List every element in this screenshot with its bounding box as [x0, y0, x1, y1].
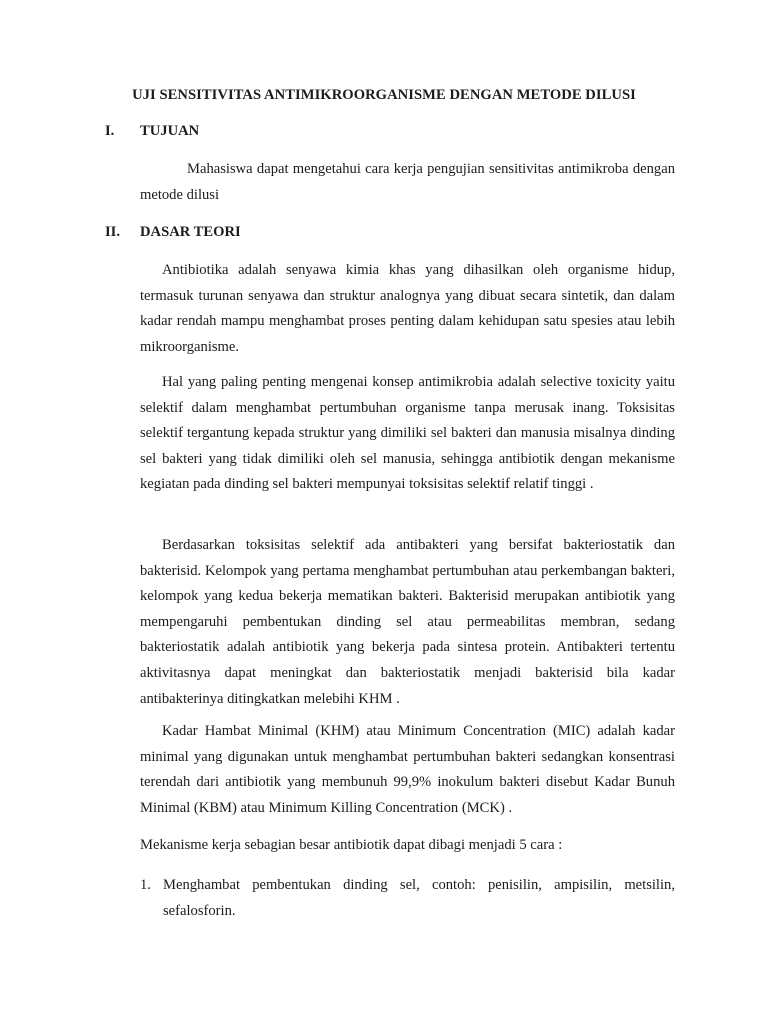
mechanism-list	[140, 873, 675, 924]
document-title: UJI SENSITIVITAS ANTIMIKROORGANISME DENGAN METODE DILUSI	[132, 87, 636, 103]
body-paragraph: Kadar Hambat Minimal (KHM) atau Minimum Concentration (MIC) adalah kadar minimal yang digunakan untuk menghambat pertumbuhan bakteri sedangkan konsentrasi terendah dari antibiotik yang membunuh 99,9% inokulum bakteri disebut Kadar Bunuh Minimal (KBM) atau Minimum Killing Concentration (MCK) .	[140, 723, 675, 816]
section-title: TUJUAN	[140, 123, 200, 139]
list-item-text: Menghambat pembentukan dinding sel, contoh: penisilin, ampisilin, metsilin, sefalosforin.	[163, 877, 675, 919]
body-paragraph: Mekanisme kerja sebagian besar antibiotik dapat dibagi menjadi 5 cara :	[140, 837, 563, 853]
body-paragraph: Antibiotika adalah senyawa kimia khas yang dihasilkan oleh organisme hidup, termasuk turunan senyawa dan struktur analognya yang dibuat secara sintetik, dan dalam kadar rendah mampu menghambat proses penting dalam kehidupan satu spesies atau lebih mikroorganisme.	[140, 262, 675, 355]
list-item	[140, 873, 675, 924]
section-heading-tujuan	[105, 123, 199, 140]
section-number: I.	[105, 123, 115, 139]
tujuan-paragraph: Mahasiswa dapat mengetahui cara kerja pengujian sensitivitas antimikroba dengan metode dilusi	[140, 161, 675, 203]
list-item-number: 1.	[140, 877, 151, 893]
section-number: II.	[105, 224, 121, 240]
section-heading-dasar-teori	[105, 224, 241, 241]
section-title: DASAR TEORI	[140, 224, 241, 240]
body-paragraph: Hal yang paling penting mengenai konsep antimikrobia adalah selective toxicity yaitu selektif dalam menghambat pertumbuhan organisme tanpa merusak inang. Toksisitas selektif tergantung kepada struktur yang dimiliki sel bakteri dan manusia misalnya dinding sel bakteri yang tidak dimiliki oleh sel manusia, sehingga antibiotik dengan mekanisme kegiatan pada dinding sel bakteri mempunyai toksisitas selektif relatif tinggi .	[140, 374, 675, 493]
body-paragraph: Berdasarkan toksisitas selektif ada antibakteri yang bersifat bakteriostatik dan bakterisid. Kelompok yang pertama menghambat pertumbuhan atau perkembangan bakteri, kelompok yang kedua bekerja mematikan bakteri. Bakterisid merupakan antibiotik yang mempengaruhi pembentukan dinding sel atau permeabilitas membran, sedang bakteriostatik adalah antibiotik yang bekerja pada sintesa protein. Antibakteri tertentu aktivitasnya dapat meningkat dan bakteriostatik menjadi bakterisid bila kadar antibakterinya ditingkatkan melebihi KHM .	[140, 537, 675, 707]
